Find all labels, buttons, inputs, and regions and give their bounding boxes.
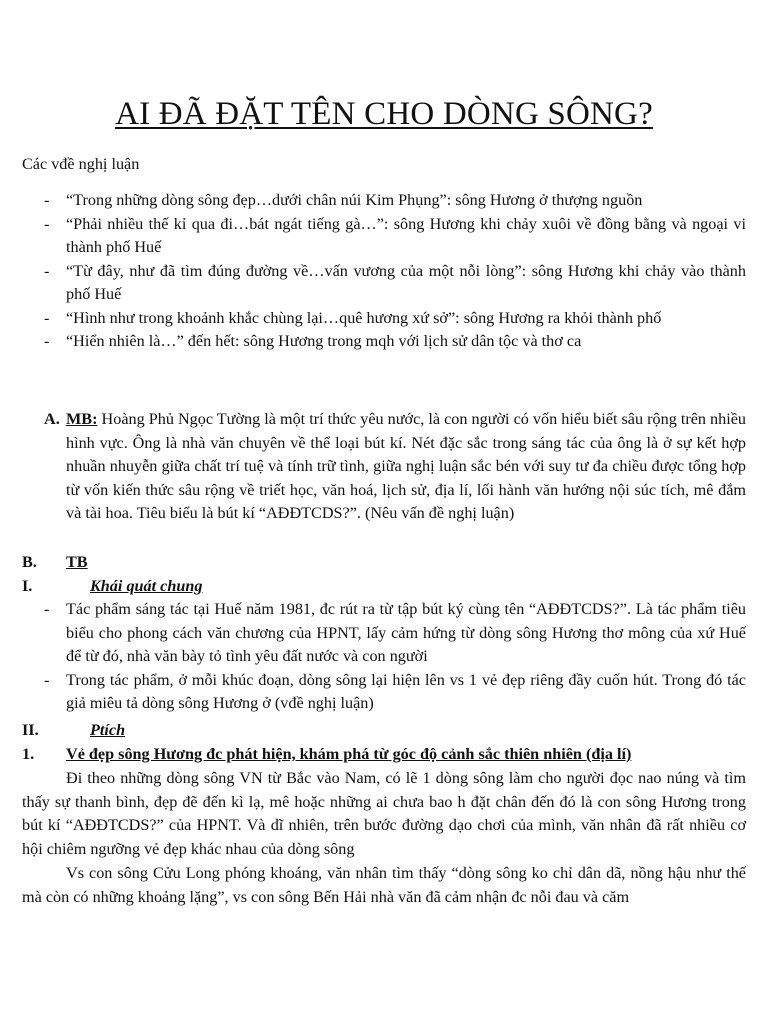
paragraph: Vs con sông Cửu Long phóng khoáng, văn nhân tìm thấy “dòng sông ko chỉ dân dã, nồng hậu như thế mà còn có những khoảng lặng”, vs con sông Bến Hải nhà văn đã cảm nhận đc nỗi đau và căm (22, 864, 746, 906)
bullet-marker: - (44, 191, 50, 209)
subsection-1-title: Vẻ đẹp sông Hương đc phát hiện, khám phá từ góc độ cảnh sắc thiên nhiên (địa lí) (66, 745, 632, 763)
mb-label: MB: (66, 410, 98, 428)
section-2-marker: II. (22, 721, 39, 739)
bullet-marker: - (44, 214, 50, 233)
section-1-title: Khái quát chung (90, 577, 203, 595)
list-item-text: “Phải nhiều thế kỉ qua đi…bát ngát tiếng gà…”: sông Hương khi chảy xuôi về đồng bằng và ngoại vi thành phố Huế (66, 214, 746, 256)
bullet-marker: - (44, 332, 50, 350)
section-1-list (0, 598, 768, 716)
section-2-title: Ptích (90, 721, 126, 739)
mb-section (22, 408, 746, 526)
list-item (0, 307, 768, 331)
bullet-marker: - (44, 261, 50, 280)
list-item-text: “Hiển nhiên là…” đến hết: sông Hương trong mqh với lịch sử dân tộc và thơ ca (66, 332, 582, 350)
list-item-text: Trong tác phẩm, ở mỗi khúc đoạn, dòng sông lại hiện lên vs 1 vẻ đẹp riêng đầy cuốn hút. Trong đó tác giả miêu tả dòng sông Hương ở (vđề nghị luận) (66, 670, 746, 712)
tb-marker: B. (22, 553, 37, 571)
list-item-text: Tác phẩm sáng tác tại Huế năm 1981, đc rút ra từ tập bút ký cùng tên “AĐĐTCDS?”. Là tác phẩm tiêu biểu cho phong cách văn chương của HPNT, lấy cảm hứng từ dòng sông Hương thơ mông của xứ Huế để từ đó, nhà văn bày tỏ tình yêu đất nước và con người (66, 600, 746, 665)
list-item (0, 669, 768, 716)
page-title: AI ĐÃ ĐẶT TÊN CHO DÒNG SÔNG? (115, 96, 653, 132)
list-item-text: “Từ đây, như đã tìm đúng đường về…vấn vương của một nỗi lòng”: sông Hương khi chảy vào thành phố Huế (66, 261, 746, 303)
list-item (0, 330, 768, 354)
section-1-marker: I. (22, 577, 33, 595)
list-item (0, 598, 768, 669)
list-item (0, 189, 768, 213)
subsection-1-marker: 1. (22, 745, 35, 763)
list-item-text: “Hình như trong khoảnh khắc chùng lại…quê hương xứ sở”: sông Hương ra khỏi thành phố (66, 308, 662, 327)
list-item (0, 260, 768, 307)
topic-list (0, 189, 768, 354)
tb-label: TB (66, 553, 88, 571)
list-item (0, 213, 768, 260)
bullet-marker: - (44, 600, 50, 618)
bullet-marker: - (44, 670, 50, 689)
subtitle: Các vđề nghị luận (22, 155, 140, 173)
mb-marker: A. (44, 410, 60, 428)
paragraph: Đi theo những dòng sông VN từ Bắc vào Nam, có lẽ 1 dòng sông làm cho người đọc nao núng và tìm thấy sự thanh bình, đẹp đẽ đến kì lạ, mê hoặc những ai chưa bao h đặt chân đến đó là con sông Hương trong bút kí “AĐĐTCDS?” của HPNT. Và dĩ nhiên, trên bước đường dạo chơi của mình, văn nhân đã rất nhiều cơ hội chiêm ngưỡng vẻ đẹp khác nhau của dòng sông (22, 769, 746, 858)
mb-text: Hoàng Phủ Ngọc Tường là một trí thức yêu nước, là con người có vốn hiểu biết sâu rộng trên nhiều hình vực. Ông là nhà văn chuyên về thể loại bút kí. Nét đặc sắc trong sáng tác của ông là ở sự kết hợp nhuần nhuyễn giữa chất trí tuệ và tính trữ tình, giữa nghị luận sắc bén với suy tư đa chiều được tổng hợp từ vốn kiến thức sâu rộng về triết học, văn hoá, lịch sử, địa lí, lối hành văn hướng nội súc tích, mê đắm và tài hoa. Tiêu biểu là bút kí “AĐĐTCDS?”. (Nêu vấn đề nghị luận) (66, 410, 747, 522)
bullet-marker: - (44, 308, 50, 327)
list-item-text: “Trong những dòng sông đẹp…dưới chân núi Kim Phụng”: sông Hương ở thượng nguồn (66, 191, 643, 209)
mb-body (66, 408, 746, 526)
